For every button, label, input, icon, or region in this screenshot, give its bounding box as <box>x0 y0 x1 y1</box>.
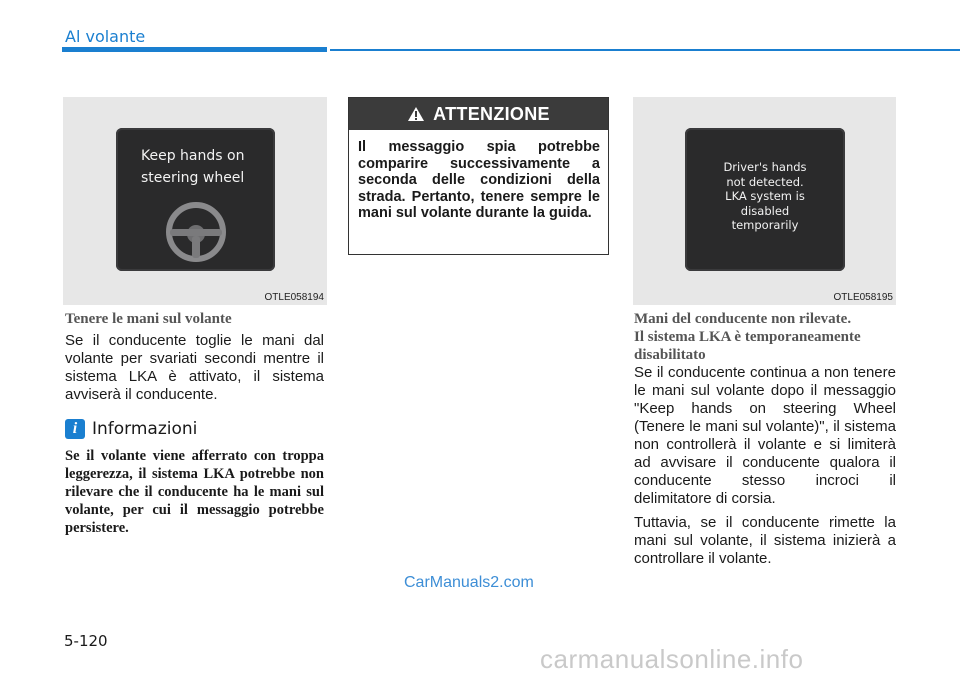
cluster-screen <box>685 128 845 271</box>
right-caption-line-2: Il sistema LKA è temporaneamente <box>634 329 861 345</box>
info-heading <box>65 419 197 439</box>
right-caption-line-1: Mani del conducente non rilevate. <box>634 311 852 327</box>
site-watermark: CarManuals2.com <box>404 574 534 591</box>
screen-line-3: LKA system is <box>725 189 805 203</box>
right-body <box>634 364 896 574</box>
screen-message <box>685 160 845 233</box>
right-body-paragraph-1: Se il conducente continua a non tenere le mani sul volante dopo il messaggio "Keep hands on steering Wheel (Tenere le mani sul volante)", il sistema non controllerà il volante e si limiterà ad avvisare il conducente qualora il conducente stesso incroci il delimitatore di corsia. <box>634 364 896 507</box>
cluster-screen <box>116 128 275 271</box>
screen-line-4: disabled <box>740 203 790 218</box>
warning-header <box>349 98 608 130</box>
figure-hands-not-detected <box>633 97 896 305</box>
footer-watermark: carmanualsonline.info <box>540 644 804 674</box>
warning-title: ATTENZIONE <box>433 103 550 124</box>
screen-line-1: Driver's hands <box>723 160 807 174</box>
info-title: Informazioni <box>92 419 198 439</box>
left-body <box>65 332 324 410</box>
screen-line-2: not detected. <box>726 174 804 189</box>
screen-line-1: Keep hands on <box>141 148 245 164</box>
left-body-paragraph: Se il conducente toglie le mani dal volante per svariati secondi mentre il sistema LKA è attivato, il sistema avviserà il conducente. <box>65 332 324 403</box>
header-rule-thick <box>62 47 327 52</box>
left-caption: Tenere le mani sul volante <box>65 311 232 327</box>
screen-line-5: temporarily <box>731 218 799 232</box>
figure-code: OTLE058195 <box>833 292 893 303</box>
info-icon: i <box>65 419 85 439</box>
section-title: Al volante <box>65 27 146 46</box>
warning-box <box>348 97 609 255</box>
figure-code: OTLE058194 <box>264 292 324 303</box>
header-rule-thin <box>330 49 960 51</box>
steering-wheel-icon <box>164 200 228 264</box>
right-caption <box>634 310 896 364</box>
warning-text: Il messaggio spia potrebbe comparire successivamente a seconda delle condizioni della strada. Pertanto, tenere sempre le mani sul volante durante la guida. <box>358 139 600 221</box>
warning-triangle-icon <box>407 106 425 122</box>
right-caption-line-3: disabilitato <box>634 347 706 363</box>
info-text: Se il volante viene afferrato con troppa leggerezza, il sistema LKA potrebbe non rilevare che il conducente ha le mani sul volante, per cui il messaggio potrebbe persistere. <box>65 448 324 536</box>
right-body-paragraph-2: Tuttavia, se il conducente rimette la mani sul volante, il sistema inizierà a controllare il volante. <box>634 514 896 567</box>
page-number: 5-120 <box>64 632 108 650</box>
figure-keep-hands <box>63 97 327 305</box>
screen-line-2: steering wheel <box>141 170 245 186</box>
